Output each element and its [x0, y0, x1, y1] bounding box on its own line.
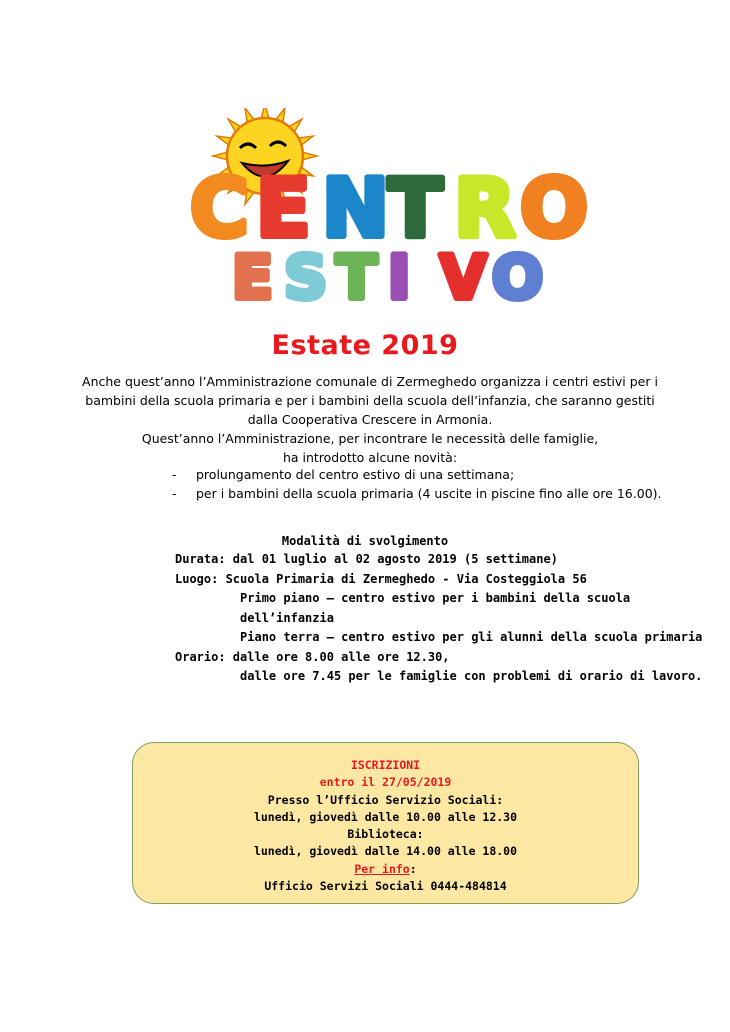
modalita-details: [175, 550, 703, 687]
list-item: - prolungamento del centro estivo di una settimana;: [172, 467, 515, 482]
page-title: Estate 2019: [271, 330, 459, 361]
detail-line: Durata: dal 01 luglio al 02 agosto 2019 (5 settimane): [175, 552, 558, 566]
info-line: Per info:: [354, 861, 417, 876]
intro-paragraph: [60, 372, 680, 467]
detail-line: dalle ore 7.45 per le famiglie con problemi di orario di lavoro.: [175, 669, 703, 683]
biblioteca-label: Biblioteca:: [347, 827, 424, 842]
intro-line: dalla Cooperativa Crescere in Armonia.: [247, 412, 493, 427]
iscrizioni-heading: ISCRIZIONI: [350, 758, 421, 772]
logo-letter: V: [440, 243, 487, 308]
intro-line: Anche quest’anno l’Amministrazione comunale di Zermeghedo organizza i centri estivi per i: [82, 374, 658, 389]
ufficio-label: Presso l’Ufficio Servizio Sociali:: [267, 792, 504, 807]
logo-letter: I: [388, 243, 411, 308]
logo-letter: R: [454, 162, 516, 255]
logo-letter: N: [322, 162, 389, 255]
logo-letter: S: [284, 243, 328, 308]
list-item: - per i bambini della scuola primaria (4 uscite in piscine fino alle ore 16.00).: [172, 486, 662, 501]
logo-letter: O: [520, 162, 589, 255]
detail-line: Luogo: Scuola Primaria di Zermeghedo - Via Costeggiola 56: [175, 571, 587, 586]
centro-estivo-logo: [170, 108, 590, 308]
logo-letter: T: [388, 162, 443, 255]
logo-letter: E: [232, 243, 273, 308]
biblioteca-orari: lunedì, giovedì dalle 14.00 alle 18.00: [253, 844, 518, 859]
contatto-line: Ufficio Servizi Sociali 0444-484814: [264, 879, 507, 894]
novita-list: [172, 465, 692, 503]
detail-line: dell’infanzia: [175, 610, 334, 625]
iscrizioni-deadline: entro il 27/05/2019: [319, 775, 452, 790]
info-label: Per info: [354, 861, 410, 876]
intro-line: bambini della scuola primaria e per i bambini della scuola dell’infanzia, che saranno gestiti: [85, 393, 655, 408]
detail-line: Orario: dalle ore 8.00 alle ore 12.30,: [175, 649, 450, 664]
modalita-heading: Modalità di svolgimento: [281, 534, 449, 548]
logo-letter: C: [190, 162, 249, 255]
detail-line: Piano terra – centro estivo per gli alunni della scuola primaria: [175, 630, 703, 644]
intro-line: Quest’anno l’Amministrazione, per incontrare le necessità delle famiglie,: [141, 431, 599, 446]
logo-letter: E: [256, 162, 311, 255]
logo-letter: O: [492, 243, 544, 308]
intro-line: ha introdotto alcune novità:: [282, 450, 458, 465]
detail-line: Primo piano – centro estivo per i bambini della scuola: [175, 591, 631, 605]
logo-letter: T: [336, 243, 377, 308]
iscrizioni-content: [132, 757, 639, 895]
ufficio-orari: lunedì, giovedì dalle 10.00 alle 12.30: [253, 809, 518, 824]
